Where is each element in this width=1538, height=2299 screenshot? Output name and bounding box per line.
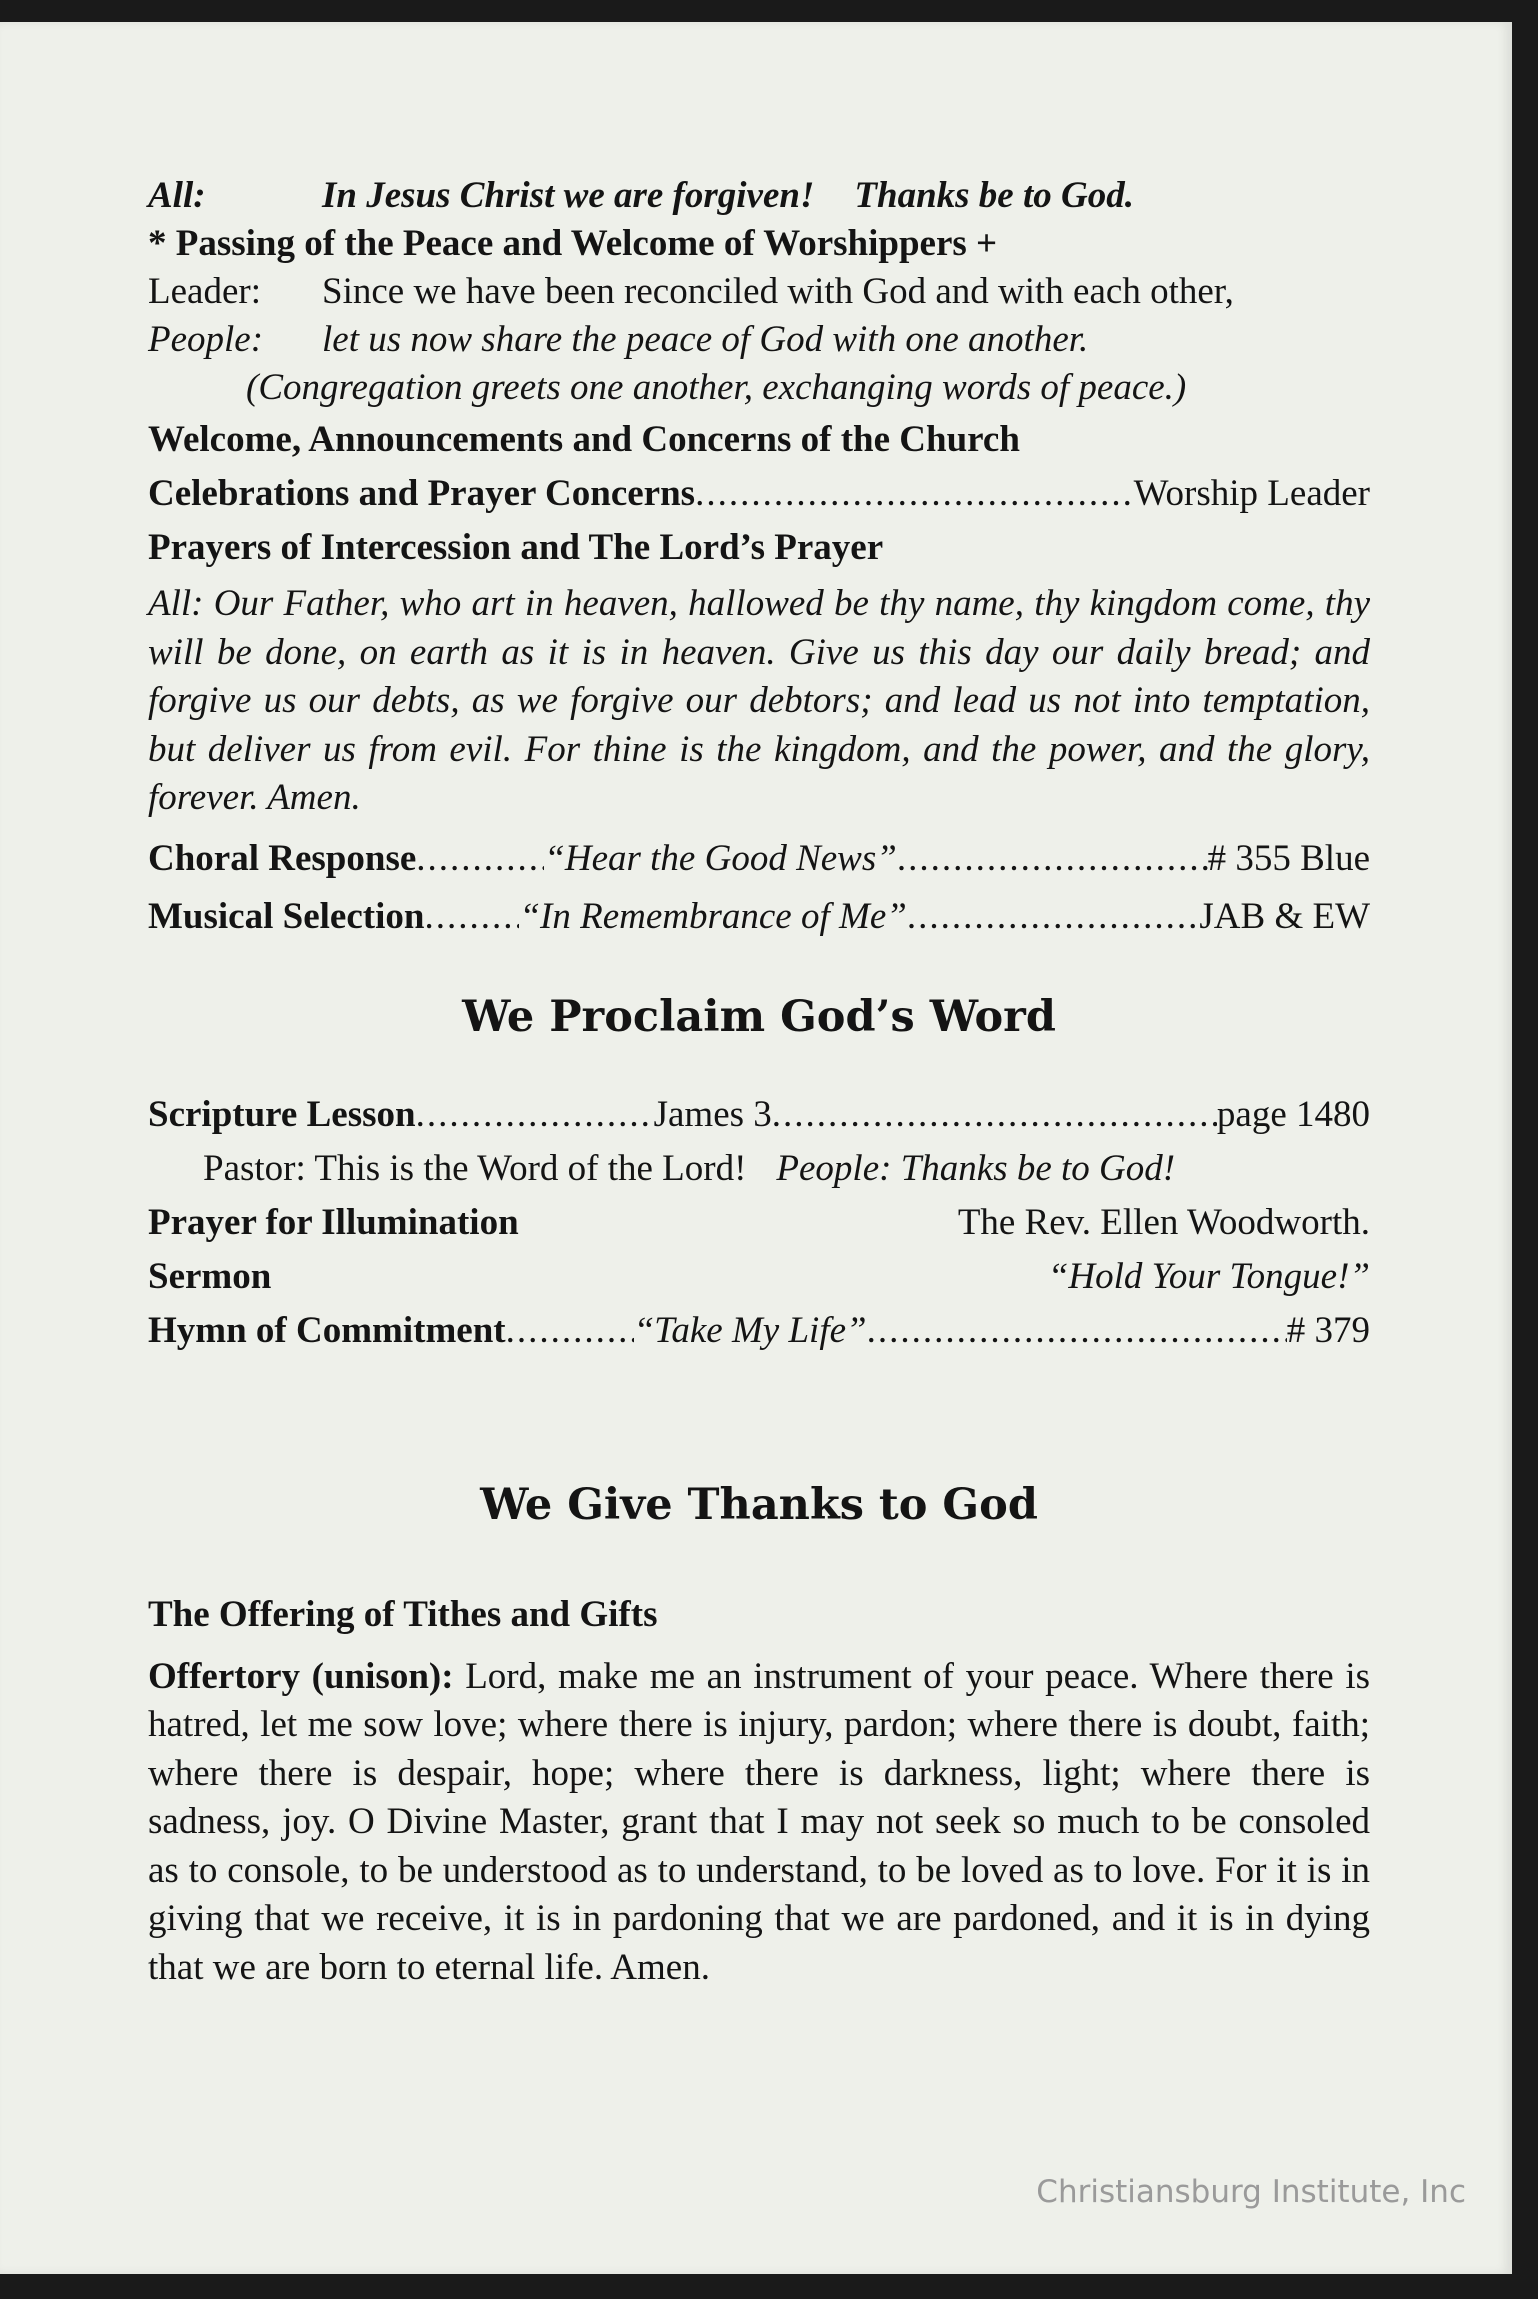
word-response-line [148, 1145, 1370, 1193]
hymn-label: Hymn of Commitment [148, 1309, 506, 1351]
people-label: People: [148, 319, 264, 360]
offering-title: The Offering of Tithes and Gifts [148, 1593, 658, 1635]
credit-watermark: Christiansburg Institute, Inc [1036, 2174, 1466, 2210]
prayers-title: Prayers of Intercession and The Lord’s Prayer [148, 527, 884, 568]
lords-prayer: All: Our Father, who art in heaven, hallowed be thy name, thy kingdom come, thy will be done, on earth as it is in heaven. Give us this day our daily bread; and forgive us our debts, as we forgive our debtors; and lead us not into temptation, but deliver us from evil. For thine is the kingdom, and the power, and the glory, forever. Amen. [148, 583, 1370, 818]
musical-selection-label: Musical Selection [148, 895, 425, 937]
celebrations-label: Celebrations and Prayer Concerns [148, 473, 696, 514]
choral-dots-2 [897, 835, 1208, 883]
leader-text: Since we have been reconciled with God and with each other, [322, 271, 1234, 312]
choral-response-value: # 355 Blue [1207, 837, 1370, 879]
leader-dots [695, 470, 1134, 518]
peace-instruction: (Congregation greets one another, exchanging words of peace.) [246, 367, 1187, 408]
illumination-label: Prayer for Illumination [148, 1201, 519, 1243]
leader-line [148, 268, 1370, 316]
people-line [148, 316, 1370, 364]
sermon-line [148, 1253, 1370, 1301]
choral-response-title: “Hear the Good News” [544, 837, 897, 879]
illumination-line [148, 1199, 1370, 1247]
hymn-dots-1 [506, 1307, 634, 1355]
scripture-value: page 1480 [1216, 1093, 1370, 1135]
confession-line [148, 172, 1370, 220]
scripture-label: Scripture Lesson [148, 1093, 416, 1135]
musical-dots-2 [907, 893, 1200, 941]
musical-selection-value: JAB & EW [1199, 895, 1370, 937]
hymn-value: # 379 [1286, 1309, 1370, 1351]
scripture-dots-1 [416, 1091, 654, 1139]
hymn-line [148, 1307, 1370, 1355]
people-response: People: Thanks be to God! [776, 1147, 1176, 1189]
section-heading-word: We Proclaim God’s Word [462, 991, 1056, 1042]
peace-title: * Passing of the Peace and Welcome of Worshippers + [148, 223, 998, 264]
scripture-reference: James 3 [653, 1093, 772, 1135]
sermon-title: “Hold Your Tongue!” [1047, 1255, 1370, 1297]
illumination-value: The Rev. Ellen Woodworth. [957, 1201, 1370, 1243]
bulletin-page [0, 22, 1512, 2274]
musical-dots-1 [424, 893, 519, 941]
hymn-dots-2 [867, 1307, 1287, 1355]
musical-selection-line [148, 893, 1370, 941]
choral-response-label: Choral Response [148, 837, 417, 879]
thanks-text: Thanks be to God. [854, 175, 1134, 216]
hymn-title: “Take My Life” [633, 1309, 867, 1351]
celebrations-value: Worship Leader [1133, 473, 1370, 514]
scripture-dots-2 [772, 1091, 1217, 1139]
offertory-paragraph [148, 1653, 1370, 1993]
celebrations-line [148, 470, 1370, 518]
all-label: All: [148, 175, 206, 216]
choral-dots-1 [416, 835, 544, 883]
choral-response-line [148, 835, 1370, 883]
offertory-text: Lord, make me an instrument of your peace. Where there is hatred, let me sow love; where there is injury, pardon; where there is doubt, faith; where there is despair, hope; where there is darkness, light; where there is sadness, joy. O Divine Master, grant that I may not seek so much to be consoled as to console, to be understood as to understand, to be loved as to love. For it is in giving that we receive, it is in pardoning that we are pardoned, and it is in dying that we are born to eternal life. Amen. [148, 1655, 1371, 1988]
forgiven-text: In Jesus Christ we are forgiven! [322, 175, 815, 216]
sermon-label: Sermon [148, 1255, 272, 1297]
people-text: let us now share the peace of God with one another. [322, 319, 1089, 360]
leader-label: Leader: [148, 271, 261, 312]
section-heading-thanks: We Give Thanks to God [480, 1479, 1038, 1530]
musical-selection-title: “In Remembrance of Me” [519, 895, 907, 937]
bulletin-content [148, 172, 1370, 1992]
pastor-response: Pastor: This is the Word of the Lord! [203, 1147, 747, 1189]
scripture-line [148, 1091, 1370, 1139]
welcome-title: Welcome, Announcements and Concerns of the Church [148, 419, 1020, 460]
offertory-label: Offertory (unison): [148, 1655, 454, 1697]
